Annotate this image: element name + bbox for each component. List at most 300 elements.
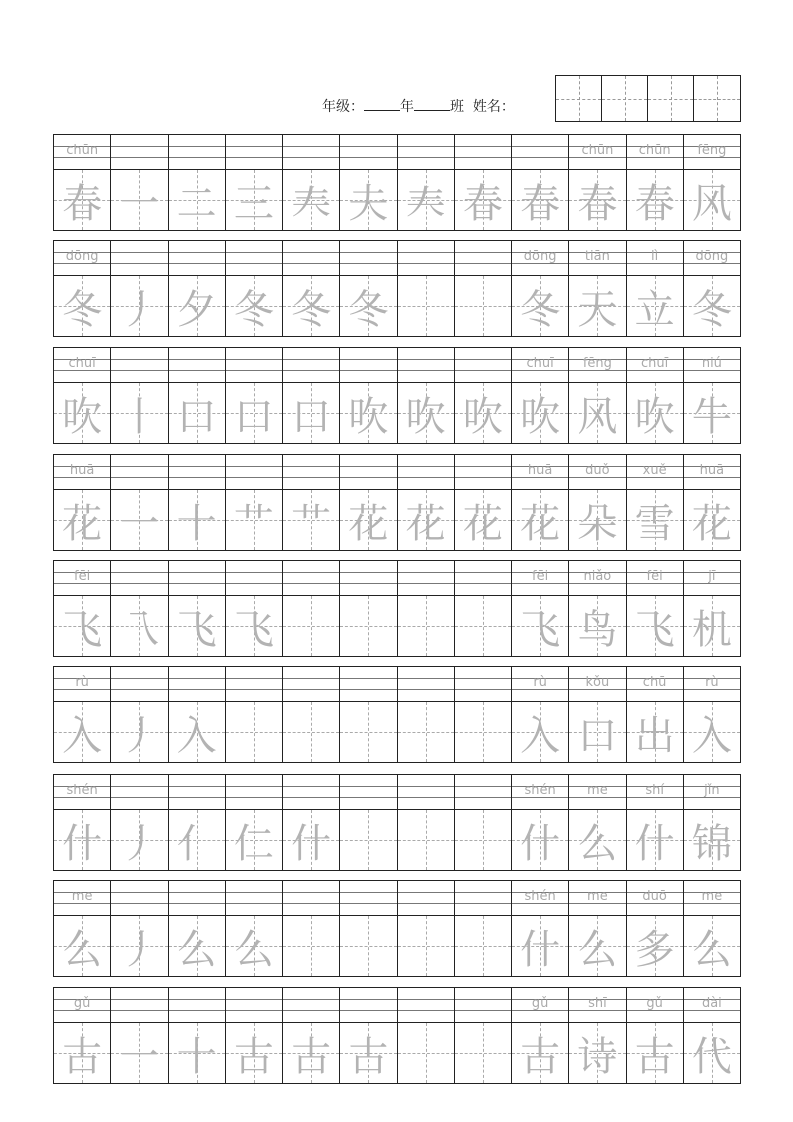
- pinyin-text: chū: [642, 675, 667, 690]
- hanzi-char: [455, 810, 511, 870]
- practice-cell[interactable]: [684, 348, 740, 443]
- pinyin-text: huā: [69, 463, 95, 478]
- hanzi-char: 冬: [233, 286, 274, 333]
- hanzi-char: 吹: [405, 393, 446, 440]
- practice-cell[interactable]: [569, 988, 626, 1083]
- practice-cell[interactable]: [512, 881, 569, 976]
- pinyin-lines: [340, 667, 396, 702]
- pinyin-text: duǒ: [585, 463, 610, 478]
- hanzi-char: 花: [405, 500, 446, 547]
- hanzi-char: [398, 916, 454, 976]
- pinyin-text: gǔ: [531, 996, 549, 1011]
- pinyin-text: shén: [524, 889, 556, 904]
- hanzi-char: [455, 596, 511, 656]
- practice-cell[interactable]: [455, 561, 512, 656]
- hanzi-char: [398, 702, 454, 762]
- practice-cell[interactable]: [226, 988, 283, 1083]
- pinyin-lines: [455, 775, 511, 810]
- pinyin-text: fēi: [646, 569, 663, 584]
- hanzi-char: 古: [291, 1033, 332, 1080]
- practice-cell[interactable]: [512, 667, 569, 762]
- practice-cell[interactable]: [111, 455, 168, 550]
- practice-cell[interactable]: [455, 988, 512, 1083]
- hanzi-char: 仁: [233, 820, 274, 867]
- hanzi-char: [340, 596, 396, 656]
- hanzi-char: 么: [176, 926, 217, 973]
- practice-cell[interactable]: [512, 348, 569, 443]
- practice-cell[interactable]: [569, 667, 626, 762]
- practice-cell[interactable]: [54, 135, 111, 230]
- pinyin-lines: [226, 775, 282, 810]
- practice-cell[interactable]: [512, 561, 569, 656]
- practice-cell[interactable]: [111, 988, 168, 1083]
- pinyin-lines: [455, 988, 511, 1023]
- pinyin-lines: [226, 348, 282, 383]
- hanzi-char: 么: [691, 926, 732, 973]
- hanzi-char: 么: [233, 926, 274, 973]
- name-box[interactable]: [648, 76, 694, 121]
- hanzi-char: 春: [520, 180, 561, 227]
- practice-cell[interactable]: [54, 455, 111, 550]
- hanzi-char: 冬: [62, 286, 103, 333]
- hanzi-char: 飞: [62, 606, 103, 653]
- practice-cell[interactable]: [111, 775, 168, 870]
- name-box[interactable]: [694, 76, 740, 121]
- pinyin-text: fēng: [582, 356, 612, 371]
- pinyin-text: tiān: [584, 249, 610, 264]
- pinyin-text: shí: [645, 783, 664, 798]
- pinyin-lines: [455, 667, 511, 702]
- pinyin-lines: [226, 135, 282, 170]
- pinyin-lines: [398, 881, 454, 916]
- pinyin-lines: [398, 561, 454, 596]
- hanzi-char: [455, 1023, 511, 1083]
- hanzi-char: 春: [62, 180, 103, 227]
- hanzi-char: 夫: [348, 180, 389, 227]
- practice-row: [53, 666, 741, 763]
- practice-cell[interactable]: [398, 135, 455, 230]
- hanzi-char: 古: [62, 1033, 103, 1080]
- pinyin-text: shī: [588, 996, 607, 1011]
- practice-cell[interactable]: [226, 561, 283, 656]
- practice-cell[interactable]: [54, 241, 111, 336]
- practice-cell[interactable]: [398, 775, 455, 870]
- practice-cell[interactable]: [169, 348, 226, 443]
- hanzi-char: 朵: [577, 500, 618, 547]
- pinyin-text: chuī: [526, 356, 554, 371]
- pinyin-text: gǔ: [73, 996, 91, 1011]
- hanzi-char: 花: [348, 500, 389, 547]
- hanzi-char: 飞: [520, 606, 561, 653]
- practice-row: [53, 454, 741, 551]
- pinyin-text: fēng: [697, 143, 727, 158]
- practice-cell[interactable]: [111, 348, 168, 443]
- pinyin-lines: [169, 775, 225, 810]
- practice-cell[interactable]: [398, 348, 455, 443]
- practice-cell[interactable]: [169, 667, 226, 762]
- practice-cell[interactable]: [627, 988, 684, 1083]
- practice-cell[interactable]: [398, 881, 455, 976]
- practice-cell[interactable]: [684, 988, 740, 1083]
- hanzi-char: [340, 810, 396, 870]
- practice-cell[interactable]: [512, 455, 569, 550]
- pinyin-lines: [398, 241, 454, 276]
- hanzi-char: [340, 916, 396, 976]
- practice-cell[interactable]: [512, 135, 569, 230]
- practice-cell[interactable]: [283, 881, 340, 976]
- pinyin-lines: [169, 135, 225, 170]
- practice-cell[interactable]: [569, 348, 626, 443]
- practice-cell[interactable]: [627, 881, 684, 976]
- practice-cell[interactable]: [455, 881, 512, 976]
- practice-cell[interactable]: [340, 135, 397, 230]
- pinyin-lines: [111, 988, 167, 1023]
- practice-cell[interactable]: [627, 561, 684, 656]
- practice-cell[interactable]: [340, 881, 397, 976]
- hanzi-char: 冬: [520, 286, 561, 333]
- hanzi-char: 天: [577, 286, 618, 333]
- hanzi-char: [398, 596, 454, 656]
- hanzi-char: 冬: [348, 286, 389, 333]
- practice-cell[interactable]: [169, 775, 226, 870]
- pinyin-lines: [169, 348, 225, 383]
- practice-cell[interactable]: [569, 561, 626, 656]
- hanzi-char: 一: [119, 1033, 160, 1080]
- hanzi-char: 花: [691, 500, 732, 547]
- practice-cell[interactable]: [340, 348, 397, 443]
- pinyin-lines: [455, 241, 511, 276]
- practice-cell[interactable]: [54, 348, 111, 443]
- hanzi-char: [455, 276, 511, 336]
- hanzi-char: 丿: [119, 820, 160, 867]
- practice-cell[interactable]: [398, 561, 455, 656]
- hanzi-char: 飞: [634, 606, 675, 653]
- hanzi-char: 口: [176, 393, 217, 440]
- pinyin-lines: [111, 561, 167, 596]
- hanzi-char: 亻: [176, 820, 217, 867]
- hanzi-char: 机: [691, 606, 732, 653]
- hanzi-char: 雪: [634, 500, 675, 547]
- practice-cell[interactable]: [340, 775, 397, 870]
- pinyin-lines: [169, 455, 225, 490]
- hanzi-char: 夕: [176, 286, 217, 333]
- pinyin-text: rù: [533, 675, 547, 690]
- pinyin-text: niǎo: [583, 569, 612, 584]
- hanzi-char: 十: [176, 1033, 217, 1080]
- hanzi-char: 一: [119, 500, 160, 547]
- pinyin-text: chūn: [638, 143, 671, 158]
- practice-cell[interactable]: [569, 135, 626, 230]
- pinyin-text: lì: [651, 249, 659, 264]
- hanzi-char: 花: [62, 500, 103, 547]
- practice-cell[interactable]: [398, 988, 455, 1083]
- pinyin-text: rù: [705, 675, 719, 690]
- hanzi-char: 口: [577, 712, 618, 759]
- practice-cell[interactable]: [111, 881, 168, 976]
- pinyin-lines: [283, 241, 339, 276]
- hanzi-char: 古: [634, 1033, 675, 1080]
- pinyin-lines: [226, 667, 282, 702]
- pinyin-lines: [398, 775, 454, 810]
- hanzi-char: 冬: [291, 286, 332, 333]
- name-box[interactable]: [602, 76, 648, 121]
- pinyin-lines: [455, 881, 511, 916]
- practice-cell[interactable]: [283, 561, 340, 656]
- pinyin-lines: [283, 775, 339, 810]
- pinyin-lines: [283, 561, 339, 596]
- pinyin-text: me: [71, 889, 93, 904]
- worksheet-header: [322, 96, 515, 116]
- practice-cell[interactable]: [283, 667, 340, 762]
- hanzi-char: 什: [634, 820, 675, 867]
- practice-cell[interactable]: [627, 348, 684, 443]
- pinyin-lines: [340, 241, 396, 276]
- practice-cell[interactable]: [398, 241, 455, 336]
- pinyin-text: huā: [699, 463, 725, 478]
- practice-cell[interactable]: [226, 881, 283, 976]
- hanzi-char: 风: [691, 180, 732, 227]
- pinyin-lines: [169, 561, 225, 596]
- year-label: 年: [400, 99, 414, 115]
- practice-row: [53, 134, 741, 231]
- pinyin-lines: [111, 348, 167, 383]
- practice-cell[interactable]: [226, 135, 283, 230]
- hanzi-char: 冬: [691, 286, 732, 333]
- practice-cell[interactable]: [226, 667, 283, 762]
- practice-cell[interactable]: [283, 348, 340, 443]
- practice-cell[interactable]: [684, 561, 740, 656]
- hanzi-char: 牛: [691, 393, 732, 440]
- hanzi-char: [398, 276, 454, 336]
- pinyin-lines: [283, 881, 339, 916]
- practice-cell[interactable]: [111, 561, 168, 656]
- practice-cell[interactable]: [455, 135, 512, 230]
- name-writing-boxes[interactable]: [555, 75, 741, 122]
- pinyin-lines: [512, 135, 568, 170]
- pinyin-lines: [111, 667, 167, 702]
- hanzi-char: 一: [119, 180, 160, 227]
- practice-cell[interactable]: [569, 881, 626, 976]
- hanzi-char: 鸟: [577, 606, 618, 653]
- pinyin-lines: [455, 348, 511, 383]
- pinyin-lines: [283, 667, 339, 702]
- hanzi-char: 什: [62, 820, 103, 867]
- pinyin-lines: [111, 135, 167, 170]
- pinyin-text: chūn: [66, 143, 99, 158]
- hanzi-char: 什: [520, 926, 561, 973]
- practice-cell[interactable]: [569, 455, 626, 550]
- hanzi-char: 么: [577, 926, 618, 973]
- practice-cell[interactable]: [398, 455, 455, 550]
- hanzi-char: 古: [348, 1033, 389, 1080]
- hanzi-char: 花: [520, 500, 561, 547]
- practice-cell[interactable]: [512, 241, 569, 336]
- hanzi-char: 丨: [119, 393, 160, 440]
- pinyin-lines: [340, 135, 396, 170]
- pinyin-lines: [340, 348, 396, 383]
- practice-cell[interactable]: [226, 348, 283, 443]
- practice-cell[interactable]: [398, 667, 455, 762]
- practice-cell[interactable]: [283, 775, 340, 870]
- practice-cell[interactable]: [54, 667, 111, 762]
- hanzi-char: 吹: [462, 393, 503, 440]
- practice-cell[interactable]: [54, 988, 111, 1083]
- practice-cell[interactable]: [54, 775, 111, 870]
- hanzi-char: 吹: [62, 393, 103, 440]
- hanzi-char: 么: [577, 820, 618, 867]
- pinyin-lines: [169, 241, 225, 276]
- practice-cell[interactable]: [684, 881, 740, 976]
- hanzi-char: 丿: [119, 712, 160, 759]
- practice-cell[interactable]: [169, 241, 226, 336]
- practice-cell[interactable]: [455, 775, 512, 870]
- hanzi-char: 𡗗: [405, 180, 446, 227]
- practice-cell[interactable]: [111, 241, 168, 336]
- grade-label: 年级：: [322, 99, 364, 115]
- practice-cell[interactable]: [512, 775, 569, 870]
- pinyin-text: fēi: [532, 569, 549, 584]
- practice-cell[interactable]: [340, 455, 397, 550]
- practice-cell[interactable]: [569, 775, 626, 870]
- practice-cell[interactable]: [340, 667, 397, 762]
- pinyin-lines: [340, 455, 396, 490]
- hanzi-char: 艹: [233, 500, 274, 547]
- practice-cell[interactable]: [627, 775, 684, 870]
- pinyin-text: chuī: [641, 356, 669, 371]
- practice-cell[interactable]: [169, 988, 226, 1083]
- pinyin-text: chuī: [68, 356, 96, 371]
- practice-cell[interactable]: [455, 667, 512, 762]
- practice-cell[interactable]: [340, 561, 397, 656]
- hanzi-char: 春: [462, 180, 503, 227]
- practice-cell[interactable]: [169, 455, 226, 550]
- hanzi-char: 诗: [577, 1033, 618, 1080]
- pinyin-lines: [111, 241, 167, 276]
- hanzi-char: 十: [176, 500, 217, 547]
- practice-cell[interactable]: [340, 241, 397, 336]
- pinyin-lines: [226, 988, 282, 1023]
- practice-cell[interactable]: [627, 455, 684, 550]
- practice-cell[interactable]: [169, 561, 226, 656]
- hanzi-char: 𡗗: [291, 180, 332, 227]
- hanzi-char: [398, 810, 454, 870]
- hanzi-char: 什: [520, 820, 561, 867]
- pinyin-lines: [455, 135, 511, 170]
- practice-cell[interactable]: [455, 241, 512, 336]
- pinyin-text: shén: [524, 783, 556, 798]
- practice-cell[interactable]: [226, 775, 283, 870]
- practice-cell[interactable]: [283, 241, 340, 336]
- practice-cell[interactable]: [627, 667, 684, 762]
- hanzi-char: [398, 1023, 454, 1083]
- pinyin-lines: [111, 881, 167, 916]
- hanzi-char: 花: [462, 500, 503, 547]
- practice-row: [53, 240, 741, 337]
- practice-cell[interactable]: [226, 455, 283, 550]
- practice-cell[interactable]: [684, 667, 740, 762]
- pinyin-text: huā: [527, 463, 553, 478]
- pinyin-lines: [340, 561, 396, 596]
- pinyin-text: dài: [701, 996, 722, 1011]
- practice-cell[interactable]: [512, 988, 569, 1083]
- class-blank[interactable]: [414, 98, 450, 111]
- pinyin-text: me: [587, 783, 608, 798]
- name-label: 姓名：: [472, 99, 515, 115]
- practice-cell[interactable]: [340, 988, 397, 1083]
- hanzi-char: [283, 702, 339, 762]
- practice-cell[interactable]: [684, 775, 740, 870]
- practice-cell[interactable]: [226, 241, 283, 336]
- practice-row: [53, 880, 741, 977]
- hanzi-char: 风: [577, 393, 618, 440]
- pinyin-lines: [455, 561, 511, 596]
- hanzi-char: 多: [634, 926, 675, 973]
- hanzi-char: 口: [233, 393, 274, 440]
- practice-cell[interactable]: [111, 135, 168, 230]
- hanzi-char: 吹: [520, 393, 561, 440]
- practice-row: [53, 347, 741, 444]
- hanzi-char: 春: [577, 180, 618, 227]
- pinyin-text: dōng: [695, 249, 729, 264]
- pinyin-lines: [398, 988, 454, 1023]
- practice-row: [53, 774, 741, 871]
- practice-cell[interactable]: [455, 455, 512, 550]
- pinyin-lines: [283, 988, 339, 1023]
- pinyin-lines: [226, 561, 282, 596]
- practice-cell[interactable]: [283, 135, 340, 230]
- hanzi-char: 春: [634, 180, 675, 227]
- pinyin-text: kǒu: [585, 675, 610, 690]
- practice-cell[interactable]: [684, 135, 740, 230]
- hanzi-char: 代: [691, 1033, 732, 1080]
- practice-cell[interactable]: [627, 135, 684, 230]
- grade-blank[interactable]: [364, 98, 400, 111]
- hanzi-char: 什: [291, 820, 332, 867]
- practice-cell[interactable]: [54, 881, 111, 976]
- hanzi-char: 乁: [119, 606, 160, 653]
- pinyin-lines: [455, 455, 511, 490]
- hanzi-char: 飞: [176, 606, 217, 653]
- practice-cell[interactable]: [684, 455, 740, 550]
- pinyin-text: me: [587, 889, 608, 904]
- practice-cell[interactable]: [111, 667, 168, 762]
- pinyin-text: me: [701, 889, 723, 904]
- pinyin-text: jī: [708, 569, 716, 584]
- pinyin-lines: [283, 348, 339, 383]
- pinyin-lines: [111, 455, 167, 490]
- practice-cell[interactable]: [569, 241, 626, 336]
- hanzi-char: 二: [176, 180, 217, 227]
- practice-cell[interactable]: [627, 241, 684, 336]
- pinyin-text: shén: [66, 783, 98, 798]
- practice-cell[interactable]: [684, 241, 740, 336]
- practice-cell[interactable]: [283, 988, 340, 1083]
- practice-cell[interactable]: [169, 135, 226, 230]
- hanzi-char: 入: [176, 712, 217, 759]
- practice-cell[interactable]: [169, 881, 226, 976]
- pinyin-lines: [283, 455, 339, 490]
- name-box[interactable]: [556, 76, 602, 121]
- hanzi-char: [283, 916, 339, 976]
- practice-cell[interactable]: [54, 561, 111, 656]
- pinyin-text: chūn: [581, 143, 614, 158]
- practice-cell[interactable]: [283, 455, 340, 550]
- practice-cell[interactable]: [455, 348, 512, 443]
- hanzi-char: 入: [520, 712, 561, 759]
- hanzi-char: 古: [520, 1033, 561, 1080]
- pinyin-text: niú: [701, 356, 722, 371]
- hanzi-char: 口: [291, 393, 332, 440]
